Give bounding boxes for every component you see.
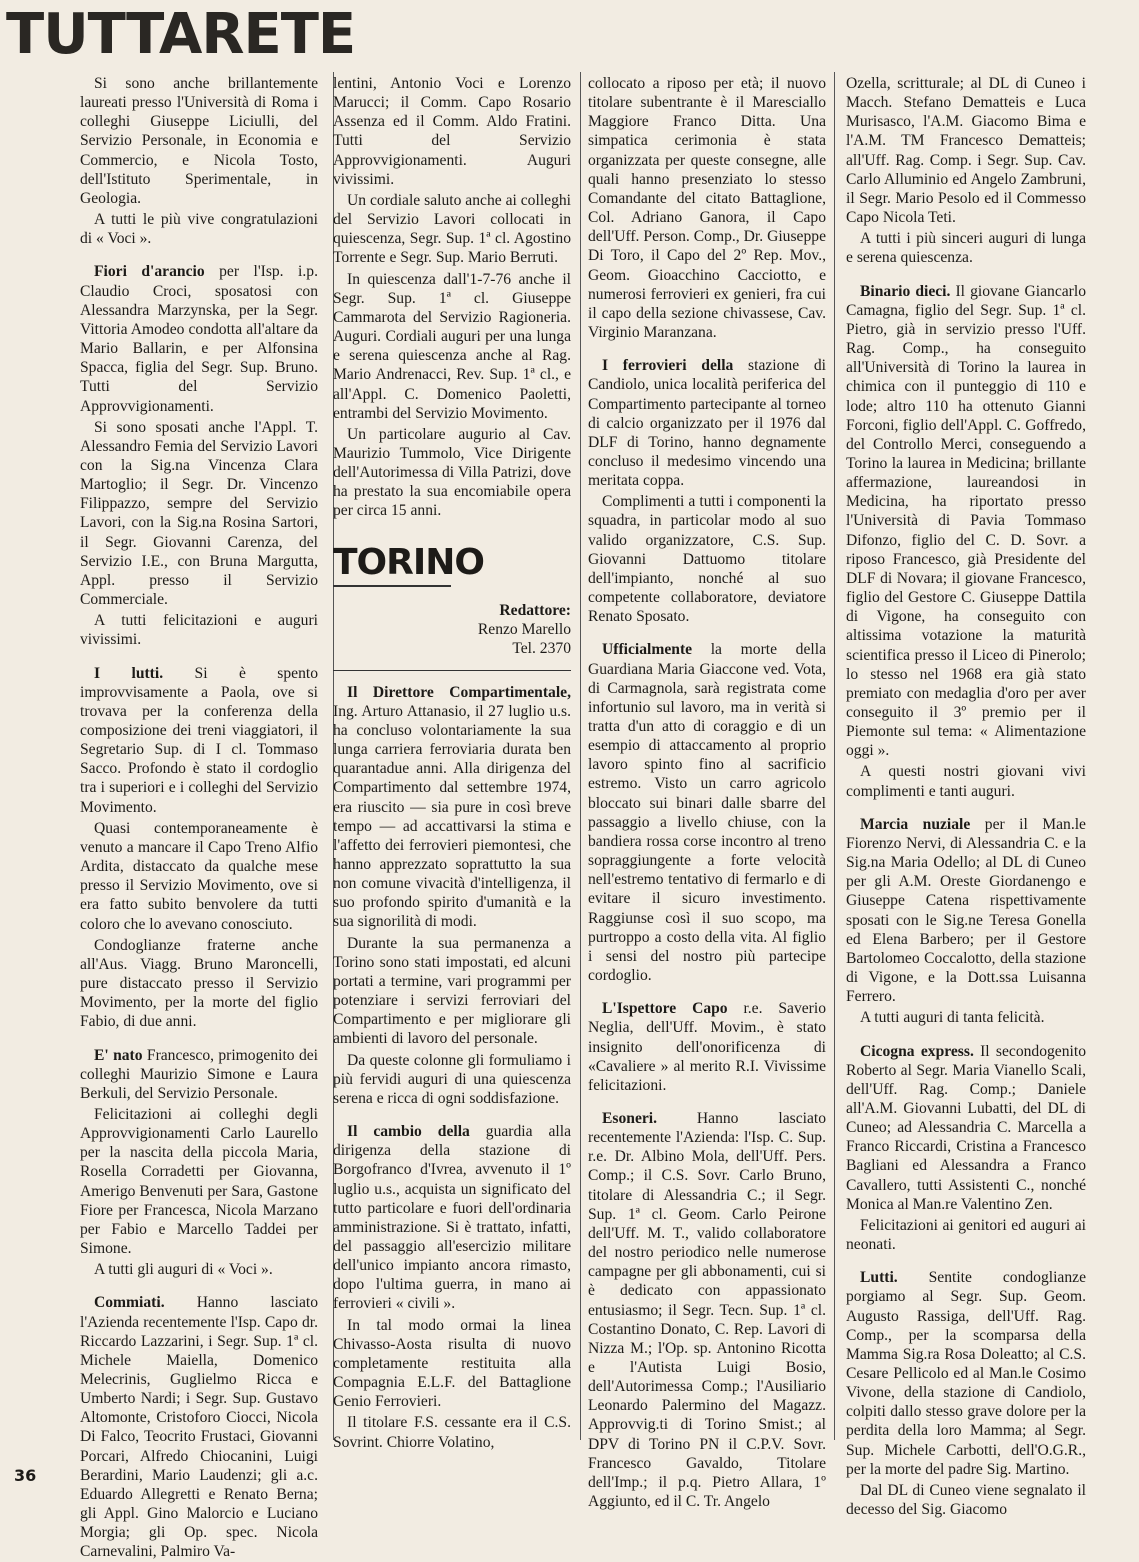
paragraph-text: Si è spento improvvisamente a Paola, ove si trovava per la conferenza della composizione dei treni viaggiatori, il Segretario Sup. di I cl. Tommaso Sacco. Profondo è stato il cordoglio tra i superiori e i colleghi del Servizio Movimento. (80, 664, 318, 816)
paragraph-text: Si sono anche brillantemente laureati presso l'Università di Roma i colleghi Giuseppe Liciulli, del Servizio Personale, in Economia e Commercio, e Nicola Tosto, dell'Istituto Sperimentale, in Geologia. (80, 75, 318, 207)
redattore-name: Renzo Marello (477, 620, 571, 638)
article-paragraph (846, 1481, 1086, 1519)
section-title-rule (333, 585, 451, 587)
article-paragraph (588, 1109, 826, 1511)
article-paragraph (846, 815, 1086, 1007)
paragraph-text: Condoglianze fraterne anche all'Aus. Viagg. Bruno Maroncelli, pure distaccato presso il Servizio Movimento, per la morte del figlio Fabio, di due anni. (80, 936, 318, 1031)
paragraph-text: Hanno lasciato l'Azienda recentemente l'Isp. Capo dr. Riccardo Lazzarini, i Segr. Sup. 1ª cl. Michele Maiella, Domenico Melecrinis, Guglielmo Ricca e Umberto Nardi; i Segr. Sup. Gustavo Altomonte, Cristoforo Ciocci, Nicola Di Falco, Teocrito Frustaci, Giovanni Porcari, Alfredo Chiocanini, Luigi Berardini, Mario Laudenzi; gli a.c. Eduardo Allegretti e Renato Berna; gli Appl. Gino Malorcio e Luciano Morgia; gli Op. spec. Nicola Carnevalini, Palmiro Va- (80, 1294, 318, 1561)
paragraph-lead: Fiori d'arancio (94, 263, 205, 281)
paragraph-lead: Lutti. (860, 1269, 898, 1287)
paragraph-text: Il secondogenito Roberto al Segr. Maria Vianello Scali, dell'Uff. Rag. Comp.; Daniele all'A.M. Giovanni Lubatti, del DL di Cuneo; ad Alessandria C. Marcella a Franco Riccardi, Cristina a Francesco Bagliani ed Alessandra a Franco Cavallero, tutti Assistenti C., nonché Monica al Man.re Valentino Zen. (846, 1042, 1086, 1213)
article-paragraph (588, 640, 826, 985)
paragraph-text: Quasi contemporaneamente è venuto a mancare il Capo Treno Alfio Ardita, distaccato da qualche mese presso il Servizio Movimento, ove si era fatto subito benvolere da tutti coloro che lo avevano conosciuto. (80, 819, 318, 933)
article-paragraph (333, 1122, 571, 1314)
article-paragraph (80, 936, 318, 1032)
paragraph-lead: Il cambio della (347, 1123, 470, 1141)
paragraph-lead: Marcia nuziale (860, 815, 971, 833)
redattore-label: Redattore: (499, 601, 571, 619)
redattore-tel: Tel. 2370 (512, 639, 571, 657)
paragraph-text: A tutti auguri di tanta felicità. (860, 1009, 1045, 1027)
paragraph-text: A tutti le più vive congratulazioni di « Voci ». (80, 211, 318, 248)
paragraph-text: Francesco, primogenito dei colleghi Maurizio Simone e Laura Berkuli, del Servizio Personale. (80, 1046, 318, 1102)
article-paragraph (333, 191, 571, 268)
paragraph-text: per il Man.le Fiorenzo Nervi, di Alessandria C. e la Sig.na Maria Odello; al DL di Cuneo per gli A.M. Oreste Giordanengo e Giuseppe Catena rispettivamente sposati con le Sig.ne Teresa Gonella ed Elena Barbero; per il Gestore Bartolomeo Coccalotto, della stazione di Vigone, e la Dott.ssa Luisanna Ferrero. (846, 815, 1086, 1006)
article-paragraph (80, 819, 318, 934)
column-divider (834, 72, 835, 1440)
paragraph-text: In quiescenza dall'1-7-76 anche il Segr. Sup. 1ª cl. Giuseppe Cammarota del Servizio Ragioneria. Auguri. Cordiali auguri per una lunga e serena quiescenza anche al Rag. Mario Andrenacci, Rev. Sup. 1ª cl., e all'Appl. C. Domenico Paoletti, entrambi del Servizio Movimento. (333, 270, 571, 422)
paragraph-text: In tal modo ormai la linea Chivasso-Aosta risulta di nuovo completamente restituita alla Compagnia E.L.F. del Battaglione Genio Ferrovieri. (333, 1316, 571, 1411)
paragraph-text: Ozella, scritturale; al DL di Cuneo i Macch. Stefano Dematteis e Luca Murisasco, l'A.M. Giacomo Bima e l'A.M. TM Francesco Dematteis; all'Uff. Rag. Comp. i Segr. Sup. Cav. Carlo Alluminio ed Angelo Zambruni, il Segr. Mario Pesolo ed il Commesso Capo Nicola Teti. (846, 75, 1086, 227)
article-paragraph (846, 282, 1086, 761)
paragraph-lead: I ferrovieri della (602, 357, 734, 375)
paragraph-lead: Il Direttore Compartimentale, (347, 683, 571, 701)
article-paragraph (588, 74, 826, 342)
paragraph-text: Hanno lasciato recentemente l'Azienda: l'Isp. C. Sup. r.e. Dr. Albino Mola, dell'Uff. Pers. Comp.; il C.S. Sovr. Carlo Bruno, titolare di Alessandria C.; il Segr. Sup. 1ª cl. Geom. Carlo Peirone dell'Uff. M. T., valido collaboratore del nostro periodico nelle numerose campagne per gli abbonamenti, cui si è dedicato con appassionato entusiasmo; il Segr. Tecn. Sup. 1ª cl. Costantino Donato, C. Rep. Lavori di Nizza M.; l'Op. sp. Antonino Ricotta e l'Autista Luigi Bosio, dell'Autorimessa Comp.; l'Ausiliario Leonardo Palermino del Magazz. Approvvig.ti di Torino Smist.; al DPV di Torino PN il C.P.V. Sovr. Francesco Gavaldo, Titolare dell'Imp.; il p.q. Pietro Allara, 1º Aggiunto, ed il C. Tr. Angelo (588, 1109, 826, 1511)
article-paragraph (333, 934, 571, 1049)
paragraph-lead: Commiati. (94, 1294, 165, 1312)
article-paragraph (846, 1216, 1086, 1254)
paragraph-text: Ing. Arturo Attanasio, il 27 luglio u.s. ha concluso volontariamente la sua lunga carriera ferroviaria durata ben quarantadue anni. Alla dirigenza del Compartimento dal settembre 1974, era riuscito — sia pure in così breve tempo — ad accattivarsi la stima e l'affetto dei ferrovieri piemontesi, che hanno apprezzato soprattutto la sua non comune vivacità d'intelligenza, il suo profondo spirito d'umanità e la sua signorilità di modi. (333, 702, 571, 931)
column-4 (846, 74, 1086, 1519)
article-paragraph (588, 492, 826, 626)
paragraph-text: Felicitazioni ai colleghi degli Approvvigionamenti Carlo Laurello per la nascita della piccola Maria, Rosella Corradetti per Giovanna, Amerigo Benvenuti per Sara, Gastone Fiore per Francesca, Nicola Marzano per Fabio e Marcello Taddei per Simone. (80, 1105, 318, 1258)
article-paragraph (846, 1042, 1086, 1214)
paragraph-text: Complimenti a tutti i componenti la squadra, in particolar modo al suo valido organizzatore, C.S. Sup. Giovanni Dattuomo titolare dell'impianto, nonché al suo competente collaboratore, deviatore Renato Sposato. (588, 493, 826, 626)
paragraph-text: Si sono sposati anche l'Appl. T. Alessandro Femia del Servizio Lavori con la Sig.na Vincenza Clara Martoglio; il Segr. Dr. Vincenzo Filippazzo, sempre del Servizio Lavori, con la Sig.na Rosina Sartori, il Segr. Giovanni Carenza, del Servizio I.E., con Bruna Margutta, Appl. presso il Servizio Commerciale. (80, 418, 318, 609)
paragraph-text: guardia alla dirigenza della stazione di Borgofranco d'Ivrea, avvenuto il 1º luglio u.s., acquista un significato del tutto particolare e fuori dell'ordinaria amministrazione. Si è trattato, infatti, del passaggio all'esercizio militare dell'unico impianto ancora rimasto, dopo l'ultima guerra, in mano ai ferrovieri « civili ». (333, 1123, 571, 1313)
article-paragraph (80, 1046, 318, 1103)
paragraph-lead: Cicogna express. (860, 1042, 974, 1060)
paragraph-lead: L'Ispettore Capo (602, 1000, 728, 1018)
paragraph-text: Durante la sua permanenza a Torino sono stati impostati, ed alcuni portati a termine, vari programmi per potenziare i servizi ferroviari del Compartimento e per migliorare gli ambienti di lavoro del personale. (333, 934, 571, 1048)
article-paragraph (80, 1105, 318, 1258)
article-paragraph (333, 425, 571, 521)
paragraph-text: Il titolare F.S. cessante era il C.S. Sovrint. Chiorre Volatino, (333, 1414, 571, 1451)
column-1 (80, 74, 318, 1562)
column-divider (580, 72, 581, 1440)
paragraph-text: collocato a riposo per età; il nuovo titolare subentrante è il Maresciallo Maggiore Franco Ditta. Una simpatica cerimonia è stata organizzata per queste consegne, alle quali hanno presenziato lo stesso Comandante del citato Battaglione, Col. Adriano Ganora, il Capo dell'Uff. Person. Comp., Dr. Giuseppe Di Toro, il Capo del 2º Rep. Mov., Geom. Gioacchino Cacciotto, e numerosi ferrovieri ex genieri, fra cui il capo della sezione chivassese, Cav. Virginio Maranzana. (588, 75, 826, 342)
paragraph-lead: Esoneri. (602, 1109, 658, 1127)
paragraph-text: A questi nostri giovani vivi complimenti e tanti auguri. (846, 763, 1086, 800)
column-2-bottom (333, 683, 571, 1452)
paragraph-lead: E' nato (94, 1046, 143, 1064)
article-paragraph (846, 762, 1086, 800)
paragraph-text: la morte della Guardiana Maria Giaccone ved. Vota, di Carmagnola, sarà registrata come infortunio sul lavoro, ma in verità si tratta d'un atto di coraggio e di un esempio di attaccamento al proprio lavoro spinto fino al sacrificio estremo. Visto un carro agricolo bloccato sui binari dalle sbarre del passaggio a livello chiuse, con la bandiera rossa corse incontro al treno sopraggiungente a forte velocità nell'estremo tentativo di fermarlo e di evitare il sicuro investimento. Raggiunse così il suo scopo, ma purtroppo a costo della vita. Al figlio i sensi del nostro più partecipe cordoglio. (588, 641, 826, 985)
column-2 (333, 74, 571, 1452)
article-paragraph (333, 74, 571, 189)
paragraph-text: stazione di Candiolo, unica località periferica del Compartimento partecipante al torneo di calcio organizzato per il 1976 dal DLF di Torino, hanno degnamente concluso il medesimo vincendo una meritata coppa. (588, 357, 826, 490)
page-header-title: TUTTARETE (6, 2, 356, 67)
paragraph-text: Sentite condoglianze porgiamo al Segr. Sup. Geom. Augusto Rassiga, dell'Uff. Rag. Comp., per la scomparsa della Mamma Sig.ra Rosa Doleatto; al C.S. Cesare Pellicolo ed al Man.le Cosimo Vivone, della stazione di Candiolo, colpiti dallo stesso grave dolore per la perdita della loro Mamma; al Segr. Sup. Michele Carbotti, dell'O.G.R., per la morte del padre Sig. Martino. (846, 1269, 1086, 1478)
paragraph-lead: Binario dieci. (860, 282, 951, 300)
paragraph-text: lentini, Antonio Voci e Lorenzo Marucci; il Comm. Capo Rosario Assenza ed il Comm. Aldo Fratini. Tutti del Servizio Approvvigionamenti. Auguri vivissimi. (333, 75, 571, 188)
article-paragraph (80, 1260, 318, 1279)
page-number: 36 (14, 1466, 37, 1485)
article-paragraph (80, 664, 318, 817)
paragraph-lead: Ufficialmente (602, 641, 693, 659)
article-paragraph (333, 1051, 571, 1108)
article-paragraph (80, 418, 318, 610)
article-paragraph (333, 1316, 571, 1412)
section-divider (333, 670, 571, 671)
article-paragraph (333, 683, 571, 932)
article-paragraph (846, 74, 1086, 227)
paragraph-text: r.e. Saverio Neglia, dell'Uff. Movim., è stato insignito dell'onorificenza di «Cavaliere » al merito R.I. Vivissime felicitazioni. (588, 1000, 826, 1094)
paragraph-text: A tutti i più sinceri auguri di lunga e serena quiescenza. (846, 230, 1086, 267)
article-paragraph (846, 1008, 1086, 1027)
column-3 (588, 74, 826, 1511)
article-paragraph (333, 270, 571, 423)
article-paragraph (846, 229, 1086, 267)
article-paragraph (333, 1413, 571, 1451)
paragraph-text: Il giovane Giancarlo Camagna, figlio del Segr. Sup. 1ª cl. Pietro, già in servizio presso l'Uff. Rag. Comp., ha conseguito all'Università di Torino la laurea in chimica con il punteggio di 110 e lode; altro 110 ha ottenuto Gianni Forconi, figlio dell'Appl. C. Goffredo, del Controllo Merci, conseguendo a Torino la laurea in Medicina; brillante affermazione, laureandosi in Medicina, ha riportato presso l'Università di Pavia Tommaso Difonzo, figlio del C. D. Sovr. a riposo Francesco, già Presidente del DLF di Novara; il giovane Francesco, figlio del Gestore C. Giuseppe Dattila di Vigone, ha conseguito con altissima votazione la maturità scientifica presso il Liceo di Pinerolo; lo stesso nel 1968 era già stato premiato con medaglia d'oro per aver conseguito il 3º premio per il Piemonte sul tema: « Alimentazione oggi ». (846, 282, 1086, 760)
article-paragraph (80, 1293, 318, 1561)
paragraph-text: Un cordiale saluto anche ai colleghi del Servizio Lavori collocati in quiescenza, Segr. Sup. 1ª cl. Agostino Torrente e Segr. Sup. Mario Berruti. (333, 191, 571, 267)
article-paragraph (588, 356, 826, 490)
article-paragraph (80, 74, 318, 208)
article-paragraph (80, 611, 318, 649)
column-2-top (333, 74, 571, 521)
article-paragraph (588, 999, 826, 1095)
paragraph-text: Dal DL di Cuneo viene segnalato il decesso del Sig. Giacomo (846, 1481, 1086, 1519)
paragraph-text: Un particolare augurio al Cav. Maurizio Tummolo, Vice Dirigente dell'Autorimessa di Villa Patrizi, dove ha prestato la sua encomiabile opera per circa 15 anni. (333, 425, 571, 520)
article-paragraph (846, 1268, 1086, 1479)
article-paragraph (80, 210, 318, 248)
paragraph-lead: I lutti. (94, 664, 164, 682)
paragraph-text: Da queste colonne gli formuliamo i più fervidi auguri di una quiescenza serena e ricca di ogni soddisfazione. (333, 1051, 571, 1107)
paragraph-text: A tutti gli auguri di « Voci ». (94, 1261, 273, 1279)
section-title-torino: TORINO (333, 541, 485, 583)
paragraph-text: Felicitazioni ai genitori ed auguri ai neonati. (846, 1216, 1086, 1254)
paragraph-text: A tutti felicitazioni e auguri vivissimi. (80, 612, 318, 649)
redattore-block (333, 601, 571, 658)
paragraph-text: per l'Isp. i.p. Claudio Croci, sposatosi con Alessandra Marzynska, per la Segr. Vittoria Amodeo condotta all'altare da Mario Ballarin, e per Alfonsina Spacca, figlia del Segr. Sup. Bruno. Tutti del Servizio Approvvigionamenti. (80, 263, 318, 415)
article-paragraph (80, 262, 318, 415)
